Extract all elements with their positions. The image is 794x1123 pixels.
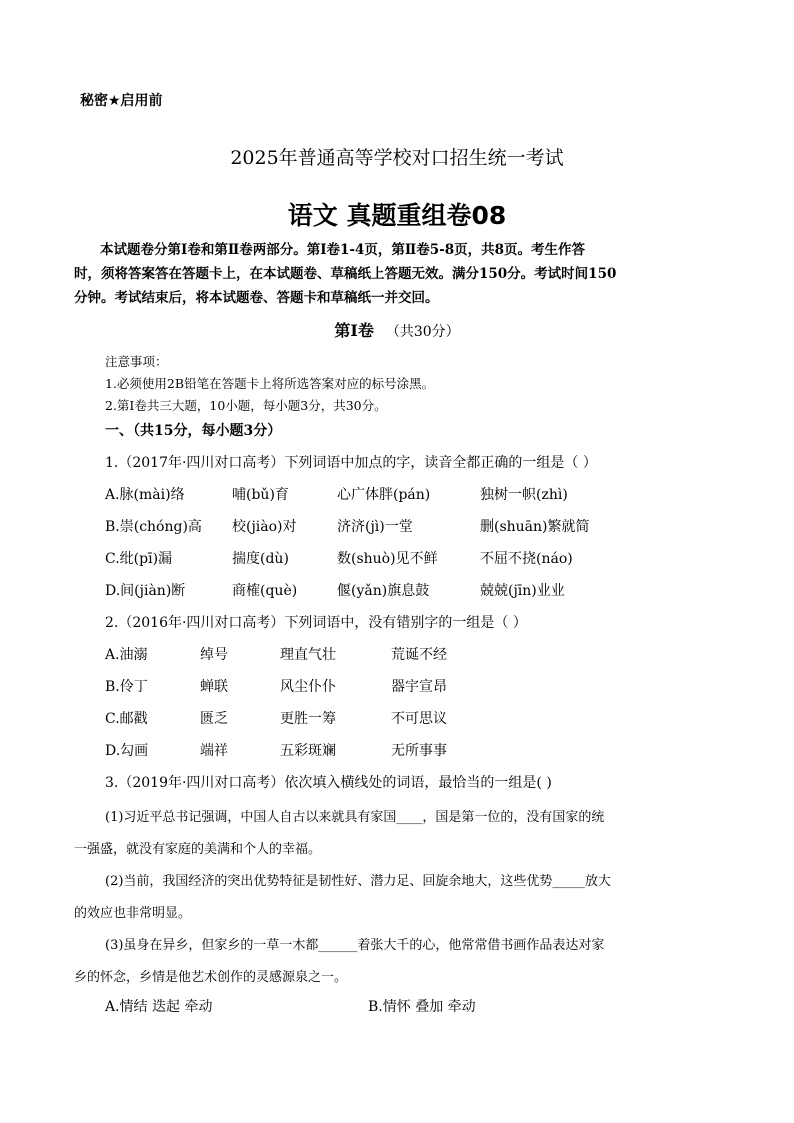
q1-option-d-3: 偃(yǎn)旗息鼓 xyxy=(337,583,430,599)
intro-paragraph xyxy=(74,238,734,310)
q1-option-d-2: 商榷(què) xyxy=(232,583,298,599)
q1-option-c-3: 数(shuò)见不鲜 xyxy=(337,551,438,567)
intro-line: 本试题卷分第Ⅰ卷和第Ⅱ卷两部分。第Ⅰ卷1-4页，第Ⅱ卷5-8页，共8页。考生作答 xyxy=(100,242,586,258)
q1-option-a-1: A.脉(mài)络 xyxy=(105,487,185,503)
q3-paragraph-3-line: (3)虽身在异乡，但家乡的一草一木都______着张大千的心，他常常借书画作品表达对家 xyxy=(105,938,605,953)
q2-option-d-3: 五彩斑斓 xyxy=(280,743,336,759)
q1-option-a-4: 独树一帜(zhì) xyxy=(480,487,568,503)
q1-option-c-1: C.纰(pī)漏 xyxy=(105,551,173,567)
question-2-stem: 2.（2016年·四川对口高考）下列词语中，没有错别字的一组是（ ） xyxy=(105,615,527,631)
q2-option-c-4: 不可思议 xyxy=(391,711,447,727)
q3-paragraph-1-line: 一强盛，就没有家庭的美满和个人的幸福。 xyxy=(74,842,322,857)
q2-option-d-4: 无所事事 xyxy=(391,743,447,759)
q2-option-a-3: 理直气壮 xyxy=(280,647,336,663)
q1-option-b-3: 济济(jì)一堂 xyxy=(337,519,413,535)
q1-option-c-4: 不屈不挠(náo) xyxy=(480,551,573,567)
q1-option-a-3: 心广体胖(pán) xyxy=(337,487,431,503)
section-title-main: 第Ⅰ卷 xyxy=(334,321,374,340)
q2-option-b-2: 蝉联 xyxy=(200,679,228,695)
q2-option-d-1: D.勾画 xyxy=(105,743,149,759)
intro-line: 分钟。考试结束后，将本试题卷、答题卡和草稿纸一并交回。 xyxy=(74,290,439,306)
notes-item: 1.必须使用2B铅笔在答题卡上将所选答案对应的标号涂黑。 xyxy=(105,376,435,391)
q3-option-a: A.情结 迭起 牵动 xyxy=(105,999,213,1015)
exam-title: 2025年普通高等学校对口招生统一考试 xyxy=(230,147,564,169)
q2-option-a-4: 荒诞不经 xyxy=(391,647,447,663)
notes-item: 2.第Ⅰ卷共三大题，10小题，每小题3分，共30分。 xyxy=(105,398,387,413)
section-title-sub: （共30分） xyxy=(385,324,460,340)
q1-option-b-2: 校(jiào)对 xyxy=(232,519,297,535)
q3-paragraph-2-line: (2)当前，我国经济的突出优势特征是韧性好、潜力足、回旋余地大，这些优势_____放大 xyxy=(105,874,611,889)
question-1-stem: 1.（2017年·四川对口高考）下列词语中加点的字，读音全都正确的一组是（ ） xyxy=(105,455,597,471)
q3-paragraph-2-line: 的效应也非常明显。 xyxy=(74,906,192,921)
q2-option-d-2: 端祥 xyxy=(200,743,228,759)
q1-option-d-4: 兢兢(jīn)业业 xyxy=(480,583,565,599)
main-title: 语文 真题重组卷08 xyxy=(287,201,507,230)
q1-option-d-1: D.间(jiàn)断 xyxy=(105,583,186,599)
q2-option-a-2: 绰号 xyxy=(200,647,228,663)
q3-paragraph-3-line: 乡的怀念，乡情是他艺术创作的灵感源泉之一。 xyxy=(74,970,348,985)
notes-heading: 注意事项： xyxy=(105,354,168,369)
secret-label: 秘密★启用前 xyxy=(80,93,163,109)
q2-option-c-3: 更胜一筹 xyxy=(280,711,336,727)
q1-option-c-2: 揣度(dù) xyxy=(232,551,289,567)
q1-option-b-4: 删(shuān)繁就简 xyxy=(480,519,590,535)
q2-option-b-1: B.伶丁 xyxy=(105,679,148,695)
q1-option-a-2: 哺(bǔ)育 xyxy=(232,487,289,503)
question-3-stem: 3.（2019年·四川对口高考）依次填入横线处的词语，最恰当的一组是( ) xyxy=(105,775,552,791)
section-title xyxy=(0,318,794,341)
q3-paragraph-1-line: (1)习近平总书记强调，中国人自古以来就具有家国____，国是第一位的，没有国家的统 xyxy=(105,810,605,825)
part-one-heading: 一、（共15分，每小题3分） xyxy=(105,423,282,439)
q2-option-a-1: A.油溺 xyxy=(105,647,148,663)
intro-line: 时，须将答案答在答题卡上，在本试题卷、草稿纸上答题无效。满分150分。考试时间150 xyxy=(74,266,617,282)
q2-option-b-3: 风尘仆仆 xyxy=(280,679,336,695)
q2-option-c-2: 匮乏 xyxy=(200,711,228,727)
q2-option-b-4: 器宇宣昂 xyxy=(391,679,447,695)
q3-option-b: B.情怀 叠加 牵动 xyxy=(368,999,476,1015)
q2-option-c-1: C.邮戳 xyxy=(105,711,148,727)
q1-option-b-1: B.崇(chóng)高 xyxy=(105,519,202,535)
